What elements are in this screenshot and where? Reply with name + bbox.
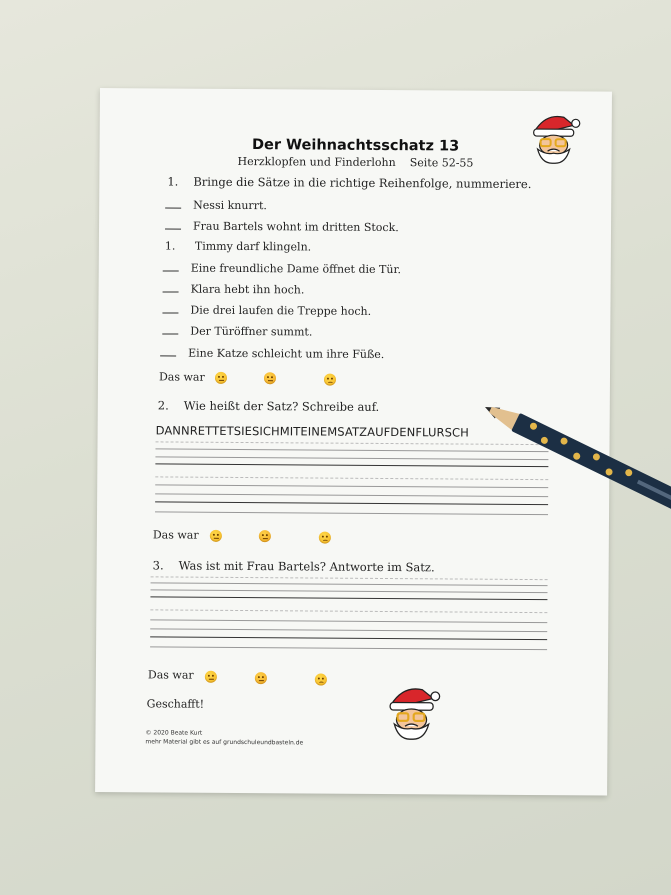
list-item-text: Eine Katze schleicht um ihre Füße. bbox=[188, 346, 385, 361]
task1-number: 1. bbox=[167, 174, 179, 189]
list-item[interactable] bbox=[162, 303, 371, 317]
task3-number: 3. bbox=[152, 558, 164, 573]
list-item-number: 1. bbox=[164, 239, 176, 253]
smiley-sad-icon[interactable] bbox=[324, 374, 336, 386]
writing-lines-task2[interactable] bbox=[155, 441, 549, 528]
task3-text: Was ist mit Frau Bartels? Antworte im Satz. bbox=[178, 558, 435, 575]
rating-label: Das war bbox=[158, 370, 205, 384]
list-item-text: Nessi knurrt. bbox=[193, 198, 267, 213]
list-item-text: Eine freundliche Dame öffnet die Tür. bbox=[190, 261, 402, 277]
list-item-text: Klara hebt ihn hoch. bbox=[190, 282, 305, 297]
task2-text: Wie heißt der Satz? Schreibe auf. bbox=[183, 398, 380, 414]
task1-instruction bbox=[167, 174, 531, 191]
list-item[interactable] bbox=[163, 282, 305, 296]
smiley-sad-icon[interactable] bbox=[315, 674, 327, 686]
answer-blank[interactable] bbox=[163, 269, 179, 271]
answer-blank[interactable] bbox=[165, 227, 181, 229]
answer-blank[interactable] bbox=[165, 206, 181, 208]
worksheet-subtitle: Herzklopfen und Finderlohn Seite 52-55 bbox=[237, 154, 474, 170]
list-item[interactable] bbox=[163, 261, 401, 276]
footer-copyright: © 2020 Beate Kurt bbox=[145, 729, 203, 737]
worksheet-title: Der Weihnachtsschatz 13 bbox=[251, 137, 460, 155]
smiley-happy-icon[interactable] bbox=[215, 372, 227, 384]
answer-blank[interactable] bbox=[160, 354, 176, 356]
santa-icon bbox=[383, 680, 441, 742]
task1-text: Bringe die Sätze in die richtige Reihenfolge, nummeriere. bbox=[193, 174, 532, 192]
list-item-text: Der Türöffner summt. bbox=[190, 324, 313, 339]
smiley-neutral-icon[interactable] bbox=[259, 530, 271, 542]
closing-text: Geschafft! bbox=[146, 697, 205, 711]
smiley-neutral-icon[interactable] bbox=[264, 372, 276, 384]
list-item[interactable] bbox=[160, 346, 384, 361]
task3-instruction bbox=[153, 558, 435, 574]
rating-label: Das war bbox=[152, 528, 199, 542]
answer-blank[interactable] bbox=[163, 290, 179, 292]
smiley-happy-icon[interactable] bbox=[205, 671, 217, 683]
smiley-neutral-icon[interactable] bbox=[255, 672, 267, 684]
jumbled-sentence: DANNRETTETSIESICHMITEINEMSATZAUFDENFLURSCH bbox=[155, 423, 469, 440]
answer-blank[interactable] bbox=[162, 332, 178, 334]
task2-instruction bbox=[158, 398, 380, 414]
list-item[interactable] bbox=[162, 324, 312, 338]
list-item-text: Die drei laufen die Treppe hoch. bbox=[190, 303, 372, 318]
rating-label: Das war bbox=[147, 668, 194, 682]
list-item-text: Frau Bartels wohnt im dritten Stock. bbox=[192, 219, 399, 235]
writing-lines-task3[interactable] bbox=[150, 576, 548, 659]
list-item[interactable] bbox=[165, 219, 399, 234]
answer-blank[interactable] bbox=[162, 311, 178, 313]
smiley-sad-icon[interactable] bbox=[319, 532, 331, 544]
list-item[interactable] bbox=[165, 198, 267, 212]
footer bbox=[145, 728, 303, 747]
footer-more: mehr Material gibt es auf grundschuleundbasteln.de bbox=[145, 738, 304, 747]
list-item[interactable] bbox=[165, 239, 311, 253]
task2-number: 2. bbox=[157, 398, 169, 413]
list-item-text: Timmy darf klingeln. bbox=[194, 239, 312, 254]
smiley-happy-icon[interactable] bbox=[210, 530, 222, 542]
